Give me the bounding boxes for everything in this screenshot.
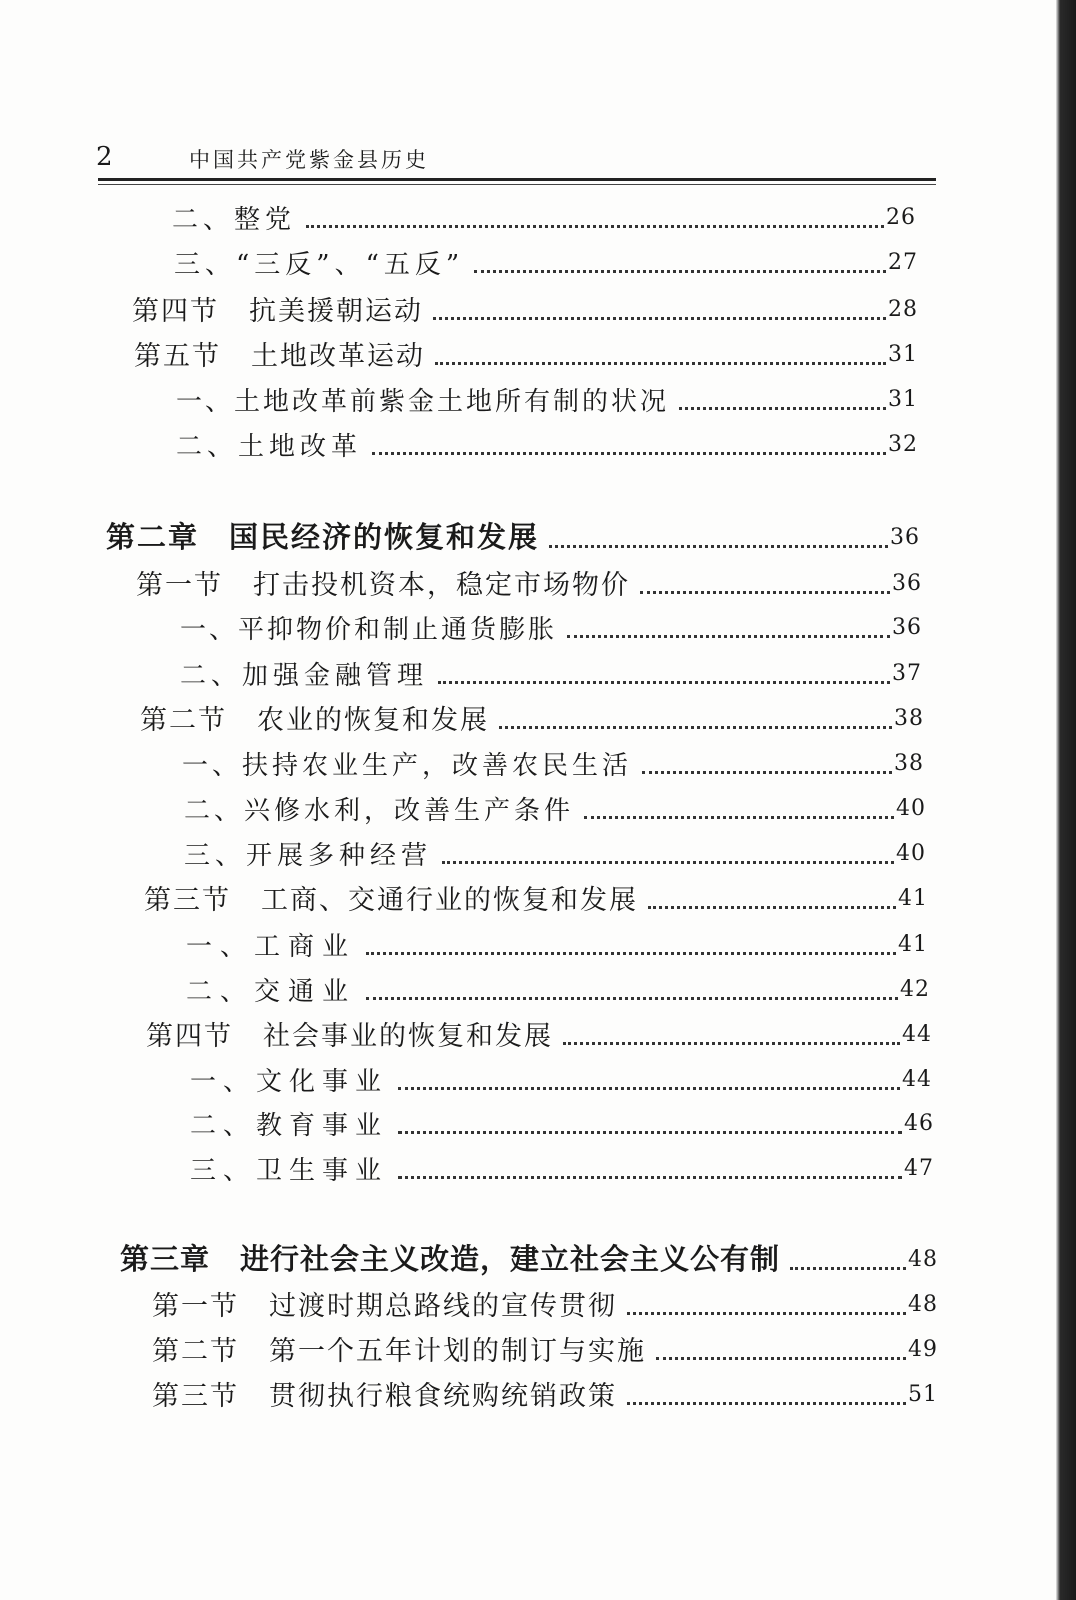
toc-page-number: 40 — [896, 841, 926, 866]
toc-entry: 一、土地改革前紫金土地所有制的状况 31 — [176, 387, 918, 417]
toc-page-number: 46 — [904, 1111, 934, 1136]
toc-entry: 第四节 抗美援朝运动 28 — [132, 296, 918, 327]
toc-entry: 第三节 工商、交通行业的恢复和发展 41 — [144, 885, 928, 916]
book-title: 中国共产党紫金县历史 — [189, 148, 429, 172]
toc-entry: 二、加强金融管理 37 — [180, 661, 922, 691]
toc-page-number: 41 — [898, 886, 928, 911]
toc-page-number: 36 — [890, 525, 920, 550]
dot-leader — [567, 634, 890, 638]
toc-chapter-entry: 第二章 国民经济的恢复和发展 36 — [106, 520, 920, 554]
toc-entry: 一、工商业 41 — [186, 932, 928, 962]
toc-entry: 二、兴修水利，改善生产条件 40 — [184, 796, 926, 826]
toc-entry: 二、整党 26 — [172, 205, 916, 235]
page-number: 2 — [96, 142, 113, 172]
toc-page-number: 27 — [888, 250, 918, 275]
dot-leader — [656, 1356, 906, 1360]
toc-page-number: 38 — [894, 706, 924, 731]
dot-leader — [398, 1175, 902, 1179]
dot-leader — [433, 316, 886, 320]
toc-entry: 三、开展多种经营 40 — [184, 841, 926, 871]
toc-page-number: 38 — [894, 751, 924, 776]
toc-entry: 第一节 过渡时期总路线的宣传贯彻 48 — [152, 1291, 938, 1322]
toc-entry: 第二节 农业的恢复和发展 38 — [140, 705, 924, 736]
toc-entry: 第二节 第一个五年计划的制订与实施 49 — [152, 1336, 938, 1367]
toc-page-number: 36 — [892, 615, 922, 640]
dot-leader — [442, 860, 894, 864]
dot-leader — [627, 1311, 906, 1315]
dot-leader — [366, 951, 896, 955]
toc-entry: 第一节 打击投机资本，稳定市场物价 36 — [136, 570, 922, 601]
toc-page-number: 31 — [888, 342, 918, 367]
dot-leader — [584, 815, 894, 819]
dot-leader — [679, 406, 886, 410]
dot-leader — [474, 269, 886, 273]
dot-leader — [549, 544, 888, 548]
toc-page-number: 44 — [902, 1022, 932, 1047]
toc-page-number: 37 — [892, 661, 922, 686]
toc-page-number: 48 — [908, 1292, 938, 1317]
toc-page-number: 44 — [902, 1067, 932, 1092]
dot-leader — [398, 1130, 902, 1134]
toc-entry: 第四节 社会事业的恢复和发展 44 — [146, 1021, 932, 1052]
toc-chapter-entry: 第三章 进行社会主义改造，建立社会主义公有制 48 — [120, 1242, 938, 1276]
toc-entry: 三、卫生事业 47 — [190, 1156, 934, 1186]
toc-entry: 一、文化事业 44 — [190, 1067, 932, 1097]
dot-leader — [499, 725, 892, 729]
toc-page-number: 49 — [908, 1337, 938, 1362]
dot-leader — [627, 1401, 906, 1405]
toc-entry: 二、土地改革 32 — [176, 432, 918, 462]
dot-leader — [790, 1266, 906, 1270]
toc-entry: 二、交通业 42 — [186, 977, 930, 1007]
dot-leader — [372, 451, 886, 455]
toc-page-number: 41 — [898, 932, 928, 957]
toc-page-number: 42 — [900, 977, 930, 1002]
dot-leader — [640, 590, 890, 594]
toc-entry: 二、教育事业 46 — [190, 1111, 934, 1141]
dot-leader — [306, 224, 884, 228]
toc-page-number: 26 — [886, 205, 916, 230]
toc-entry: 一、平抑物价和制止通货膨胀 36 — [180, 615, 922, 645]
dot-leader — [438, 680, 890, 684]
scan-page-edge — [1056, 0, 1076, 1600]
dot-leader — [366, 996, 898, 1000]
toc-entry: 第五节 土地改革运动 31 — [134, 341, 918, 372]
toc-entry: 三、“三反”、“五反” 27 — [174, 250, 918, 280]
dot-leader — [642, 770, 892, 774]
dot-leader — [435, 361, 886, 365]
toc-page-number: 32 — [888, 432, 918, 457]
dot-leader — [648, 905, 896, 909]
toc-page-number: 36 — [892, 571, 922, 596]
toc-page-number: 31 — [888, 387, 918, 412]
dot-leader — [563, 1041, 900, 1045]
toc-page-number: 51 — [908, 1382, 938, 1407]
toc-entry: 第三节 贯彻执行粮食统购统销政策 51 — [152, 1381, 938, 1412]
toc-page-number: 40 — [896, 796, 926, 821]
toc-entry: 一、扶持农业生产，改善农民生活 38 — [182, 751, 924, 781]
toc-page-number: 48 — [908, 1247, 938, 1272]
dot-leader — [398, 1086, 900, 1090]
toc-page-number: 28 — [888, 297, 918, 322]
toc-page-number: 47 — [904, 1156, 934, 1181]
